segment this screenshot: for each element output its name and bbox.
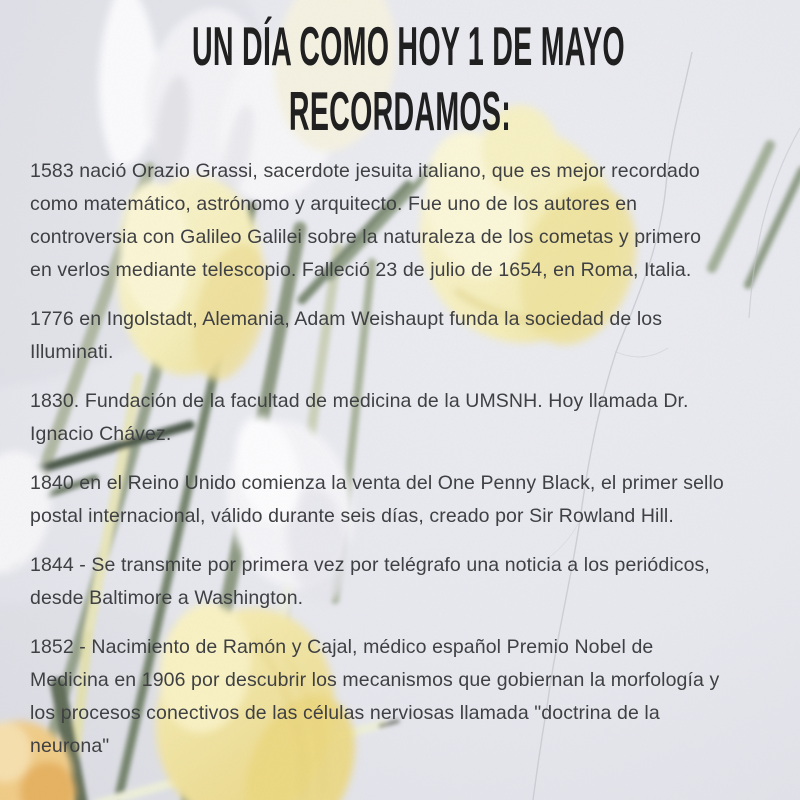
event-line: 1852 - Nacimiento de Ramón y Cajal, médico español Premio Nobel de	[30, 636, 654, 658]
event-1583	[30, 155, 790, 287]
event-line: 1844 - Se transmite por primera vez por telégrafo una noticia a los periódicos,	[30, 554, 710, 576]
event-line: desde Baltimore a Washington.	[30, 587, 304, 609]
event-line: en verlos mediante telescopio. Falleció 23 de julio de 1654, en Roma, Italia.	[30, 259, 692, 281]
event-line: los procesos conectivos de las células nerviosas llamada "doctrina de la	[30, 702, 660, 724]
title-line-1: UN DÍA COMO HOY 1 DE MAYO	[192, 15, 625, 77]
event-1852	[30, 631, 790, 763]
event-line: 1830. Fundación de la facultad de medicina de la UMSNH. Hoy llamada Dr.	[30, 390, 689, 412]
event-line: neurona"	[30, 735, 110, 757]
event-line: 1583 nació Orazio Grassi, sacerdote jesuita italiano, que es mejor recordado	[30, 160, 700, 182]
event-1844	[30, 549, 790, 615]
event-line: Ignacio Chávez.	[30, 423, 172, 445]
events-list	[30, 155, 790, 779]
page-title	[0, 14, 800, 144]
event-line: Medicina en 1906 por descubrir los mecanismos que gobiernan la morfología y	[30, 669, 720, 691]
event-line: 1776 en Ingolstadt, Alemania, Adam Weishaupt funda la sociedad de los	[30, 308, 663, 330]
event-line: Illuminati.	[30, 341, 114, 363]
event-1830	[30, 385, 790, 451]
event-1840	[30, 467, 790, 533]
title-line-2: RECORDAMOS:	[288, 80, 512, 142]
event-1776	[30, 303, 790, 369]
event-line: postal internacional, válido durante seis días, creado por Sir Rowland Hill.	[30, 505, 674, 527]
event-line: controversia con Galileo Galilei sobre la naturaleza de los cometas y primero	[30, 226, 702, 248]
event-line: como matemático, astrónomo y arquitecto. Fue uno de los autores en	[30, 193, 638, 215]
event-line: 1840 en el Reino Unido comienza la venta del One Penny Black, el primer sello	[30, 472, 724, 494]
